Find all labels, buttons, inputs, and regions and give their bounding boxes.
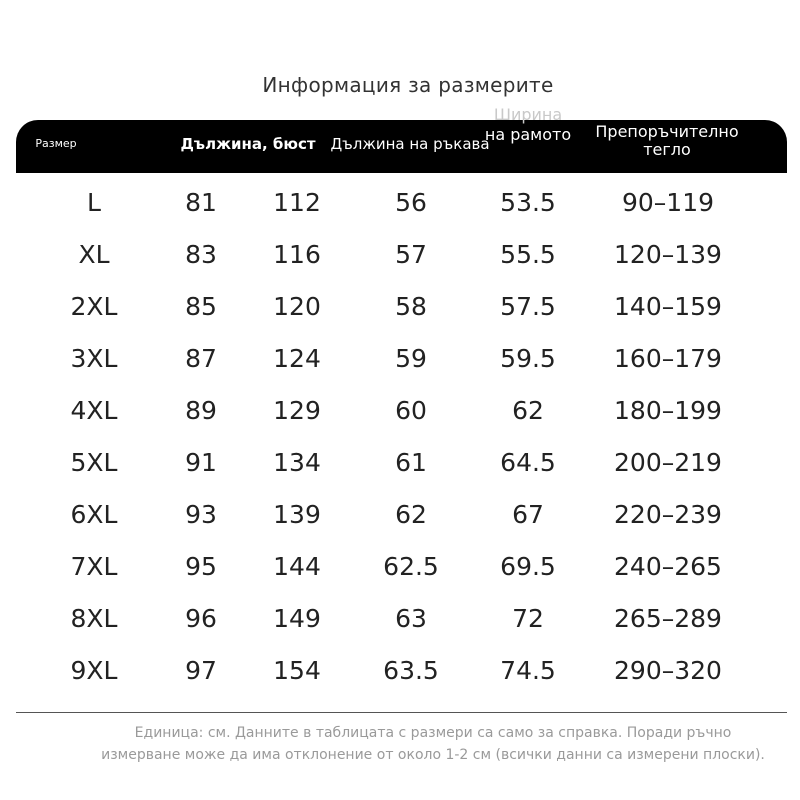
cell-size: L (87, 188, 101, 217)
cell-shoulder-width: 57.5 (500, 292, 556, 321)
header-recommended-weight (577, 123, 757, 160)
cell-length-bust: 91 (185, 448, 217, 477)
cell-shoulder-width: 67 (512, 500, 544, 529)
cell-length-bust: 83 (185, 240, 217, 269)
cell-shoulder-width: 62 (512, 396, 544, 425)
cell-shoulder-width: 64.5 (500, 448, 556, 477)
cell-shoulder-width: 72 (512, 604, 544, 633)
cell-sleeve-length: 56 (395, 188, 427, 217)
divider (16, 712, 787, 713)
table-row (0, 177, 800, 229)
table-row (0, 645, 800, 697)
cell-recommended-weight: 200–219 (614, 448, 722, 477)
cell-shoulder-width: 74.5 (500, 656, 556, 685)
cell-bust: 124 (273, 344, 321, 373)
cell-sleeve-length: 59 (395, 344, 427, 373)
cell-bust: 149 (273, 604, 321, 633)
cell-bust: 112 (273, 188, 321, 217)
cell-size: 7XL (70, 552, 118, 581)
cell-size: 4XL (70, 396, 118, 425)
header-size: Размер (35, 137, 77, 150)
header-shoulder-width-line2: на рамото (484, 125, 572, 145)
cell-bust: 154 (273, 656, 321, 685)
cell-sleeve-length: 63.5 (383, 656, 439, 685)
cell-size: XL (78, 240, 110, 269)
cell-length-bust: 93 (185, 500, 217, 529)
cell-length-bust: 87 (185, 344, 217, 373)
cell-sleeve-length: 61 (395, 448, 427, 477)
cell-length-bust: 89 (185, 396, 217, 425)
cell-length-bust: 95 (185, 552, 217, 581)
table-row (0, 385, 800, 437)
cell-bust: 120 (273, 292, 321, 321)
cell-size: 9XL (70, 656, 118, 685)
cell-recommended-weight: 265–289 (614, 604, 722, 633)
header-length-bust: Дължина, бюст (180, 135, 316, 153)
cell-recommended-weight: 90–119 (621, 188, 715, 217)
cell-length-bust: 96 (185, 604, 217, 633)
header-sleeve-length: Дължина на ръкава (330, 135, 490, 153)
table-row (0, 333, 800, 385)
cell-bust: 116 (273, 240, 321, 269)
cell-shoulder-width: 53.5 (500, 188, 556, 217)
cell-bust: 139 (273, 500, 321, 529)
table-row (0, 541, 800, 593)
footnote-line-1: Единица: см. Данните в таблицата с размери са само за справка. Поради ръчно (134, 725, 732, 741)
header-shoulder-width-line1: Ширина (493, 105, 563, 124)
cell-sleeve-length: 62 (395, 500, 427, 529)
cell-bust: 144 (273, 552, 321, 581)
table-header (16, 105, 787, 173)
cell-recommended-weight: 290–320 (614, 656, 722, 685)
cell-recommended-weight: 240–265 (614, 552, 722, 581)
table-row (0, 437, 800, 489)
footnote-line-2: измерване може да има отклонение от около 1-2 см (всички данни са измерени плоски). (101, 747, 765, 763)
page-title: Информация за размерите (262, 73, 554, 97)
header-weight-line2: тегло (643, 140, 691, 160)
cell-recommended-weight: 220–239 (614, 500, 722, 529)
cell-length-bust: 97 (185, 656, 217, 685)
cell-length-bust: 81 (185, 188, 217, 217)
cell-size: 8XL (70, 604, 118, 633)
footnote (0, 722, 800, 766)
cell-recommended-weight: 120–139 (614, 240, 722, 269)
cell-size: 6XL (70, 500, 118, 529)
cell-recommended-weight: 160–179 (614, 344, 722, 373)
header-weight-line1: Препоръчително (595, 122, 739, 141)
table-row (0, 489, 800, 541)
cell-size: 5XL (70, 448, 118, 477)
cell-recommended-weight: 140–159 (614, 292, 722, 321)
table-row (0, 281, 800, 333)
header-shoulder-width (473, 106, 583, 145)
table-row (0, 229, 800, 281)
cell-size: 2XL (70, 292, 118, 321)
cell-sleeve-length: 62.5 (383, 552, 439, 581)
cell-sleeve-length: 58 (395, 292, 427, 321)
cell-sleeve-length: 60 (395, 396, 427, 425)
cell-size: 3XL (70, 344, 118, 373)
cell-sleeve-length: 57 (395, 240, 427, 269)
cell-sleeve-length: 63 (395, 604, 427, 633)
cell-shoulder-width: 69.5 (500, 552, 556, 581)
cell-shoulder-width: 59.5 (500, 344, 556, 373)
cell-length-bust: 85 (185, 292, 217, 321)
cell-bust: 129 (273, 396, 321, 425)
cell-bust: 134 (273, 448, 321, 477)
table-row (0, 593, 800, 645)
cell-recommended-weight: 180–199 (614, 396, 722, 425)
cell-shoulder-width: 55.5 (500, 240, 556, 269)
